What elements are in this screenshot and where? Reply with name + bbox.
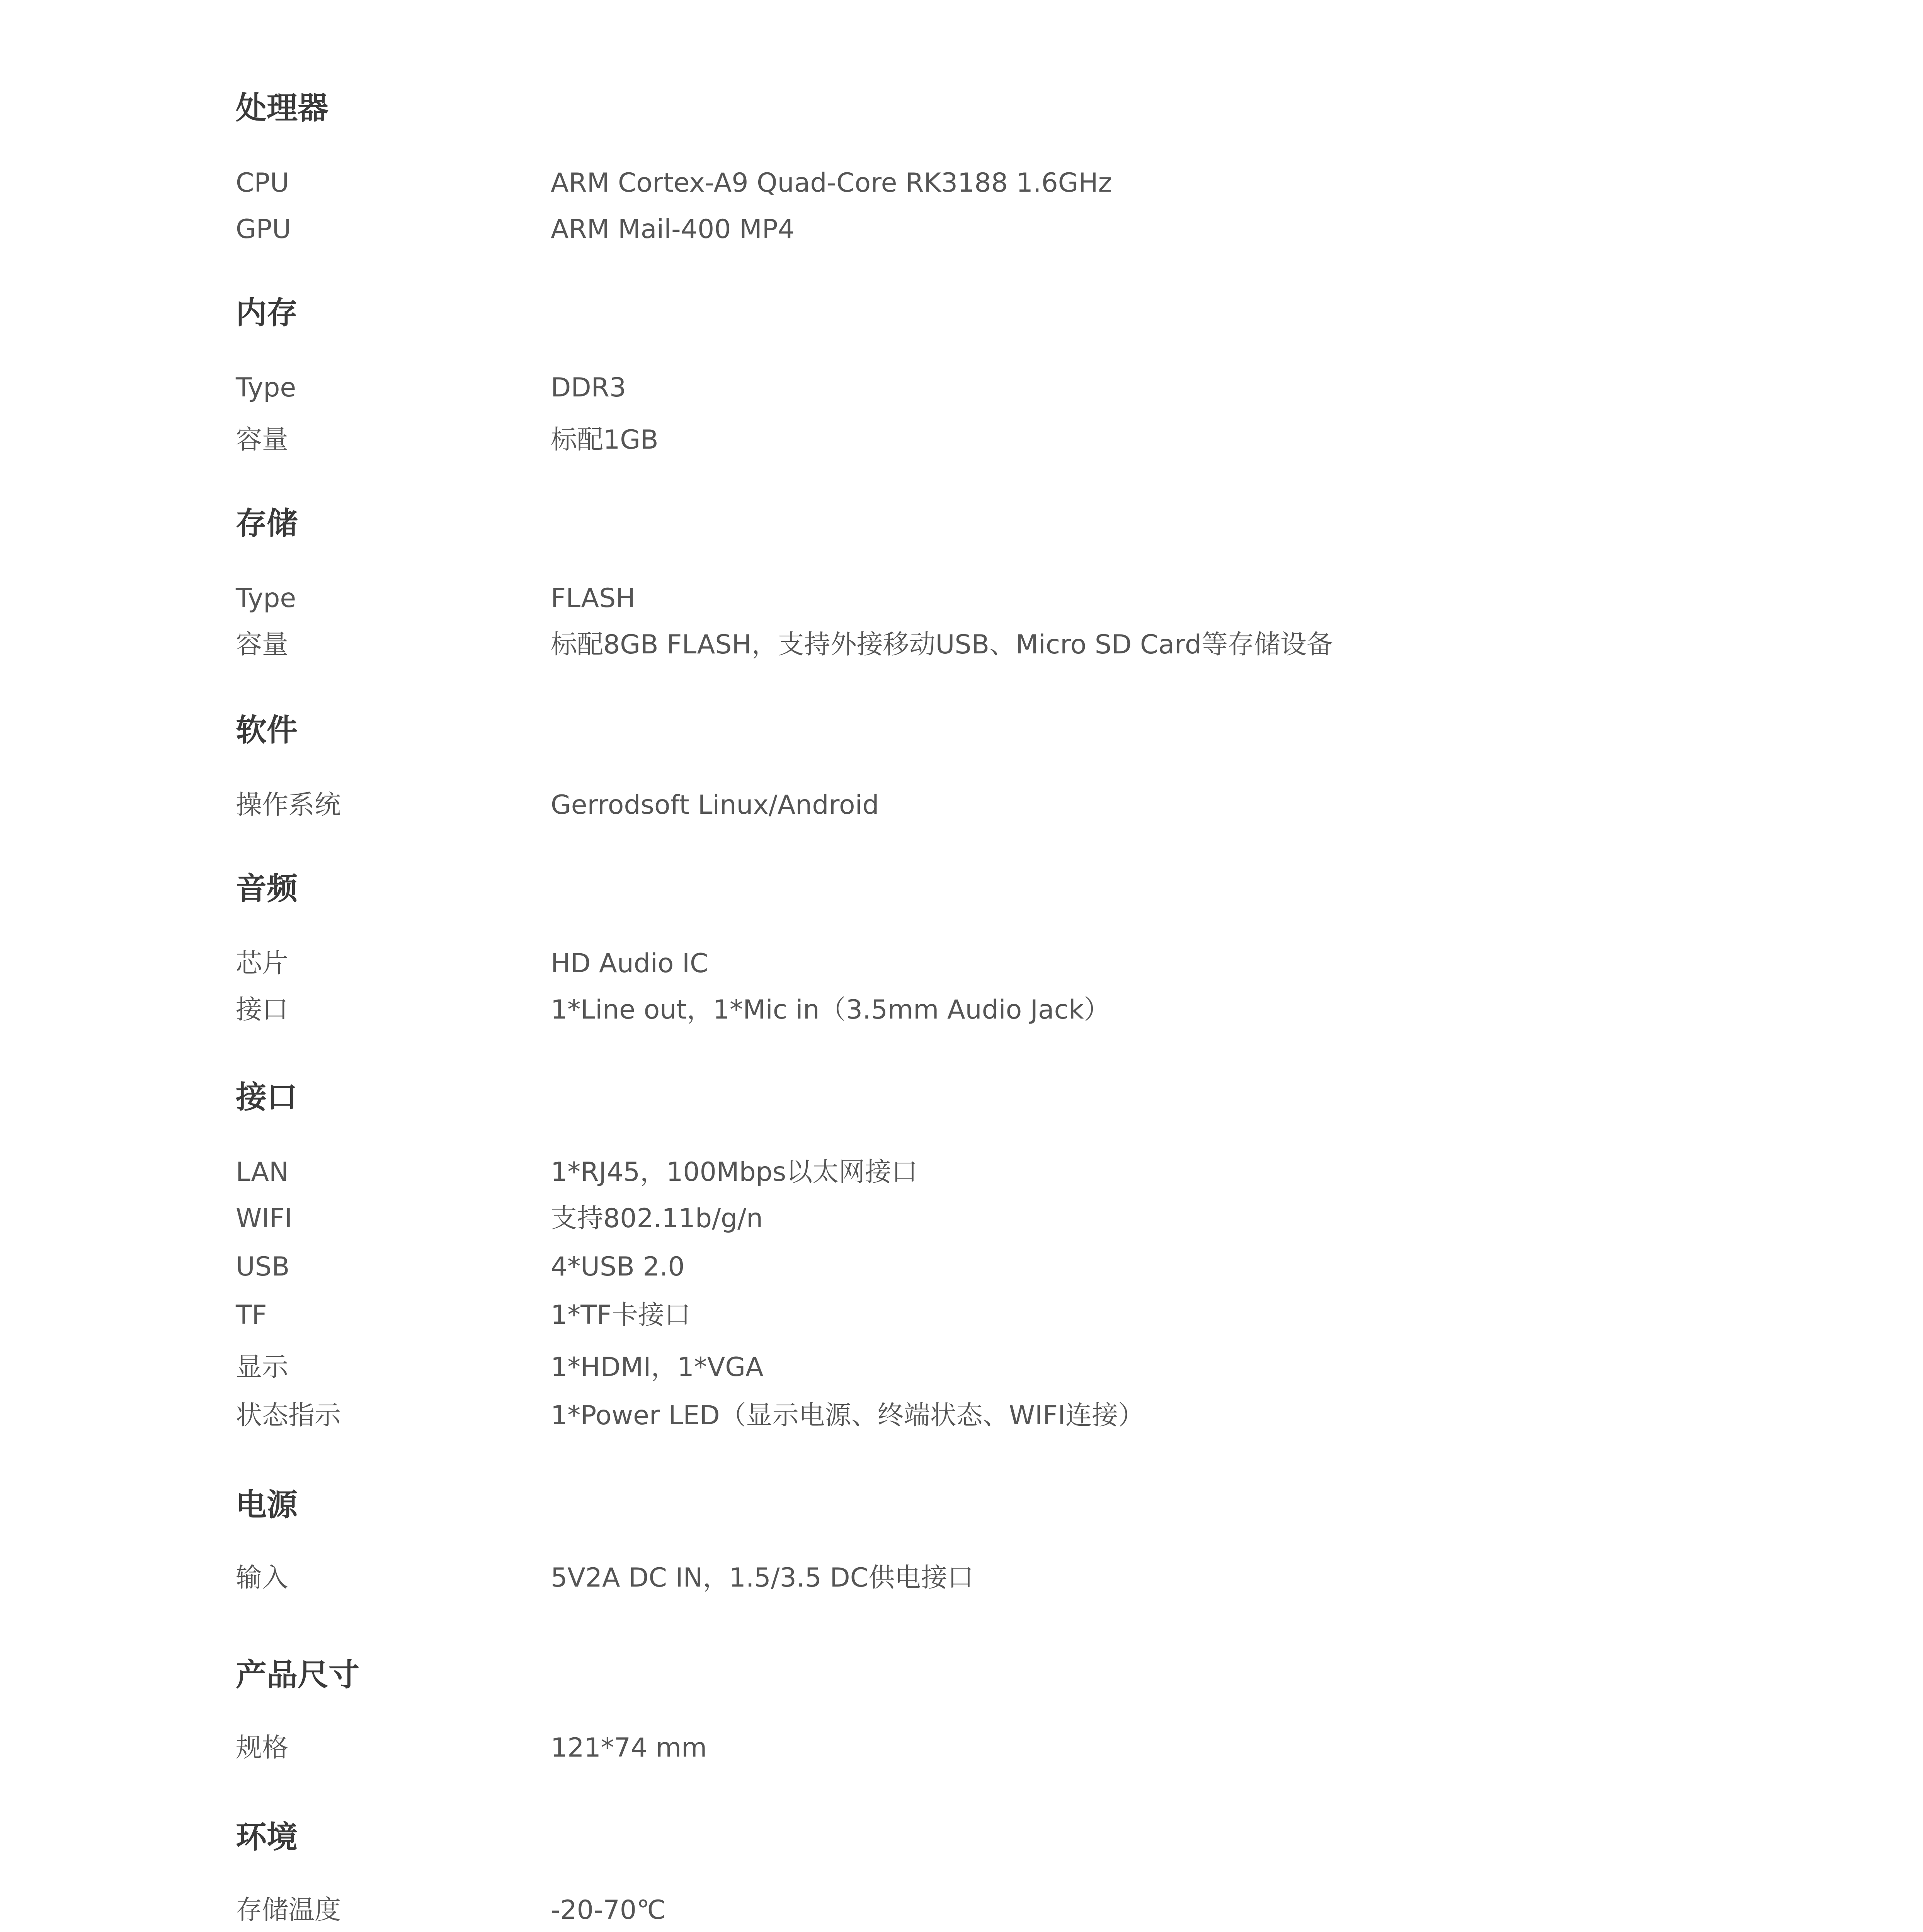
spec-value: DDR3 [551,372,626,403]
spec-row-memory-type [236,372,1704,410]
spec-row-cpu [236,170,1704,205]
spec-label: 规格 [236,1733,289,1763]
spec-label: Type [236,372,296,403]
spec-label: WIFI [236,1203,293,1234]
spec-label: 接口 [236,995,289,1025]
section-title-audio: 音频 [236,871,298,906]
spec-label: 存储温度 [236,1895,341,1925]
spec-label: LAN [236,1157,289,1187]
spec-value: 1*TF卡接口 [551,1300,691,1330]
spec-label: 操作系统 [236,790,341,820]
spec-row-audio-port [236,997,1704,1032]
spec-row-storage-temp [236,1897,1704,1932]
section-title-memory: 内存 [236,295,298,331]
spec-value: 标配1GB [551,425,659,455]
spec-value: 121*74 mm [551,1733,707,1763]
spec-value: FLASH [551,583,636,614]
spec-value: Gerrodsoft Linux/Android [551,790,879,820]
spec-row-usb [236,1254,1704,1289]
spec-label: Type [236,583,296,614]
spec-value: ARM Mail-400 MP4 [551,214,795,245]
spec-row-os [236,792,1704,827]
spec-row-power-input [236,1565,1704,1600]
spec-value: 1*Line out，1*Mic in（3.5mm Audio Jack） [551,995,1110,1025]
spec-label: 芯片 [236,948,289,979]
spec-label: 输入 [236,1563,289,1593]
spec-row-wifi [236,1203,1704,1240]
section-title-dimensions: 产品尺寸 [236,1657,359,1693]
spec-label: GPU [236,214,291,245]
spec-value: 1*RJ45，100Mbps以太网接口 [551,1157,918,1187]
spec-value: 5V2A DC IN，1.5/3.5 DC供电接口 [551,1563,974,1593]
section-title-power: 电源 [236,1487,298,1523]
section-title-interfaces: 接口 [236,1079,298,1115]
spec-row-status-indicator [236,1400,1704,1437]
spec-value: 1*Power LED（显示电源、终端状态、WIFI连接） [551,1400,1145,1431]
spec-row-display [236,1354,1704,1389]
spec-value: 支持802.11b/g/n [551,1203,763,1234]
spec-label: CPU [236,168,289,198]
spec-row-gpu [236,216,1704,251]
spec-label: 显示 [236,1352,289,1383]
spec-row-audio-chip [236,948,1704,985]
spec-label: 容量 [236,425,289,455]
section-title-processor: 处理器 [236,90,328,126]
spec-value: 标配8GB FLASH，支持外接移动USB、Micro SD Card等存储设备 [551,629,1333,660]
spec-row-memory-capacity [236,427,1704,462]
spec-row-storage-capacity [236,629,1704,667]
spec-row-lan [236,1159,1704,1194]
spec-label: USB [236,1252,290,1282]
spec-value: 4*USB 2.0 [551,1252,685,1282]
spec-value: 1*HDMI，1*VGA [551,1352,764,1383]
spec-sheet [236,0,1704,1932]
spec-label: TF [236,1300,267,1330]
spec-value: HD Audio IC [551,948,708,979]
spec-label: 容量 [236,629,289,660]
spec-row-size [236,1735,1704,1770]
spec-row-storage-type [236,585,1704,620]
section-title-storage: 存储 [236,505,298,541]
section-title-software: 软件 [236,712,298,748]
spec-row-tf [236,1302,1704,1337]
spec-value: -20-70℃ [551,1895,666,1925]
section-title-environment: 环境 [236,1819,298,1855]
spec-value: ARM Cortex-A9 Quad-Core RK3188 1.6GHz [551,168,1112,198]
spec-label: 状态指示 [236,1400,341,1431]
